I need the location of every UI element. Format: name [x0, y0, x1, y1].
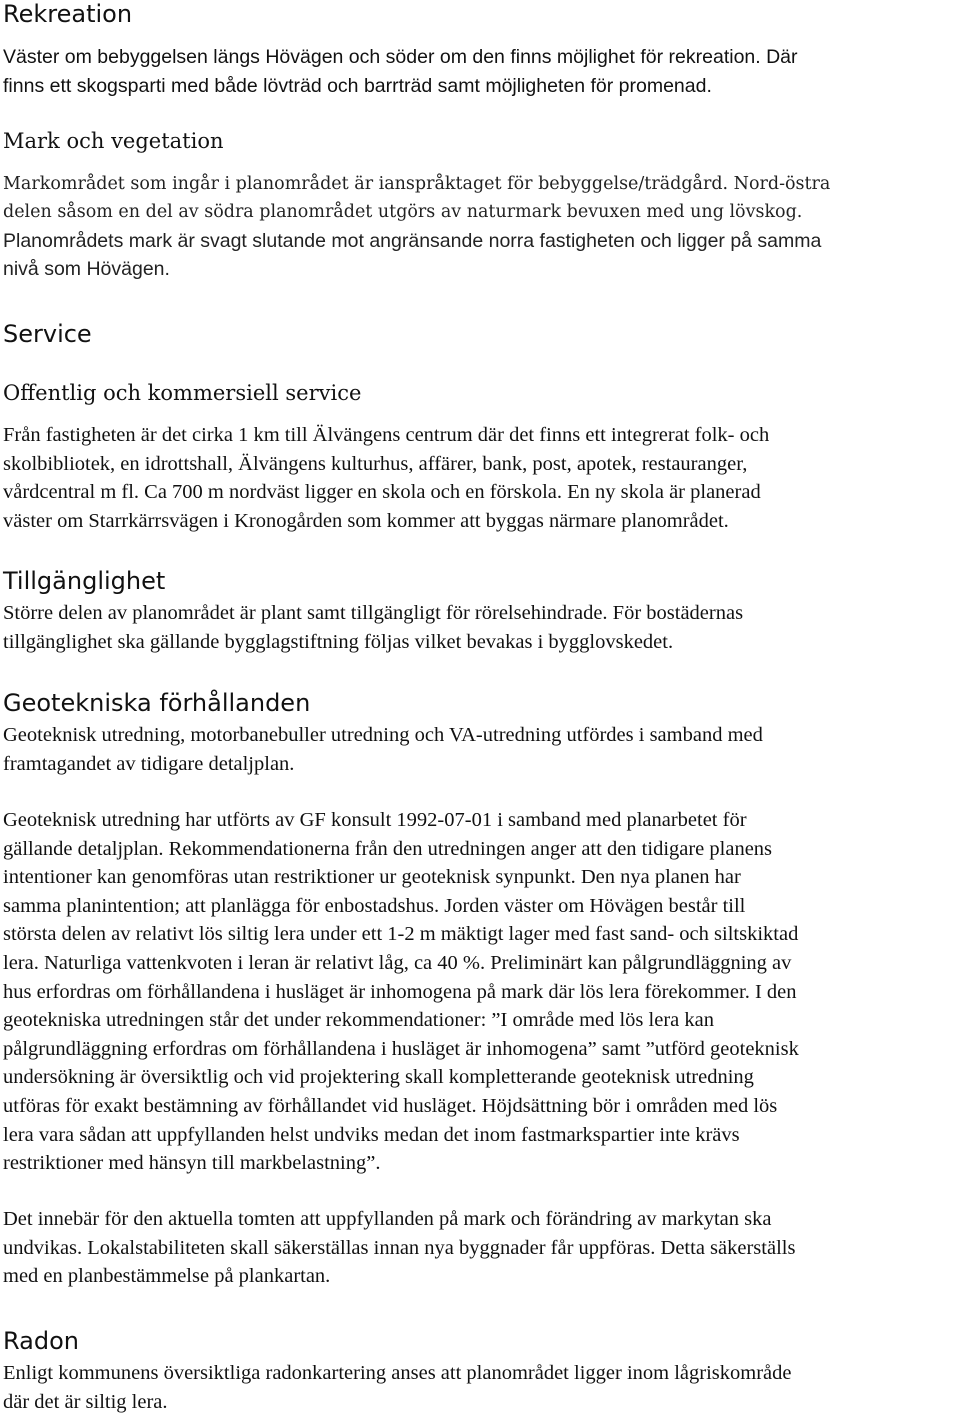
text-line: hus erfordras om förhållandena i husläget är inhomogena på mark där lös lera förekommer. I den — [3, 980, 797, 1003]
text-line: Enligt kommunens översiktliga radonkartering anses att planområdet ligger inom lågriskområde — [3, 1362, 792, 1384]
text-line: tillgänglighet ska gällande bygglagstiftning följas vilket bevakas i bygglovskedet. — [3, 630, 674, 653]
text-line: skolbibliotek, en idrottshall, Älvängens kulturhus, affärer, bank, post, apotek, restauranger, — [3, 452, 748, 475]
text-line: restriktioner med hänsyn till markbelastning”. — [3, 1152, 381, 1175]
text-line: finns ett skogsparti med både lövträd och barrträd samt möjligheten för promenad. — [3, 74, 712, 97]
section-heading-mark-och-vegetation: Mark och vegetation — [3, 129, 224, 153]
paragraph-mark-a — [3, 170, 830, 226]
paragraph-geotekniska-2 — [3, 806, 799, 1178]
text-line: Geoteknisk utredning, motorbanebuller utredning och VA-utredning utfördes i samband med — [3, 724, 763, 746]
text-line: geotekniska utredningen står det under rekommendationer: ”I område med lös lera kan — [3, 1009, 714, 1032]
text-line: väster om Starrkärrsvägen i Kronogården som kommer att byggas närmare planområdet. — [3, 509, 729, 532]
section-heading-radon: Radon — [3, 1327, 79, 1355]
paragraph-geotekniska-3 — [3, 1205, 795, 1291]
text-line: lera vara sådan att uppfyllanden helst undviks medan det inom fastmarkspartier inte krävs — [3, 1123, 740, 1146]
text-line: Från fastigheten är det cirka 1 km till Älvängens centrum där det finns ett integrerat folk- och — [3, 424, 770, 446]
text-line: nivå som Hövägen. — [3, 258, 170, 280]
text-line: Geoteknisk utredning har utförts av GF konsult 1992-07-01 i samband med planarbetet för — [3, 809, 747, 831]
text-line: Det innebär för den aktuella tomten att uppfyllanden på mark och förändring av markytan ska — [3, 1208, 772, 1230]
section-heading-service: Service — [3, 320, 92, 348]
text-line: Planområdets mark är svagt slutande mot angränsande norra fastigheten och ligger på samma — [3, 230, 822, 252]
section-heading-tillganglighet: Tillgänglighet — [3, 567, 166, 595]
text-line: intentioner kan genomföras utan restriktioner ur geoteknisk synpunkt. Den nya planen har — [3, 866, 741, 889]
text-line: undvikas. Lokalstabiliteten skall säkerställas innan nya byggnader får uppföras. Detta säkerställs — [3, 1236, 796, 1259]
text-line: gällande detaljplan. Rekommendationerna från den utredningen anger att den tidigare planens — [3, 837, 773, 860]
text-line: framtagandet av tidigare detaljplan. — [3, 752, 295, 775]
paragraph-service — [3, 421, 769, 535]
text-line: undersökning är översiktlig och vid projektering skall kompletterande geoteknisk utredning — [3, 1066, 754, 1089]
text-line: Väster om bebyggelsen längs Hövägen och söder om den finns möjlighet för rekreation. Där — [3, 46, 798, 68]
paragraph-radon — [3, 1359, 791, 1416]
text-line: största delen av relativt lös siltig lera under ett 1-2 m mäktigt lager med fast sand- och siltskiktad — [3, 923, 799, 946]
text-line: delen såsom en del av södra planområdet utgörs av naturmark bevuxen med ung lövskog. — [3, 202, 803, 222]
text-line: där det är siltig lera. — [3, 1390, 168, 1413]
section-heading-rekreation: Rekreation — [3, 0, 133, 28]
text-line: lera. Naturliga vattenkvoten i leran är relativt låg, ca 40 %. Preliminärt kan pålgrundläggning av — [3, 951, 792, 974]
section-heading-geotekniska-forhallanden: Geotekniska förhållanden — [3, 689, 311, 717]
subheading-offentlig-och-kommersiell-service: Offentlig och kommersiell service — [3, 381, 362, 405]
text-line: samma planintention; att planlägga för enbostadshus. Jorden väster om Hövägen består till — [3, 894, 746, 917]
paragraph-geotekniska-1 — [3, 721, 763, 778]
text-line: utföras för exakt bestämning av förhållandet vid husläget. Höjdsättning bör i områden med lös — [3, 1094, 778, 1117]
text-line: med en planbestämmelse på plankartan. — [3, 1265, 331, 1288]
text-line: Markområdet som ingår i planområdet är ianspråktaget för bebyggelse/trädgård. Nord-östra — [3, 174, 831, 194]
paragraph-mark-b — [3, 227, 821, 283]
text-line: vårdcentral m fl. Ca 700 m nordväst ligger en skola och en förskola. En ny skola är planerad — [3, 481, 761, 504]
text-line: Större delen av planområdet är plant samt tillgängligt för rörelsehindrade. För bostädernas — [3, 602, 744, 624]
text-line: pålgrundläggning erfordras om förhållandena i husläget är inhomogena” samt ”utförd geoteknisk — [3, 1037, 799, 1060]
paragraph-tillganglighet — [3, 599, 743, 656]
paragraph-rekreation — [3, 43, 798, 100]
